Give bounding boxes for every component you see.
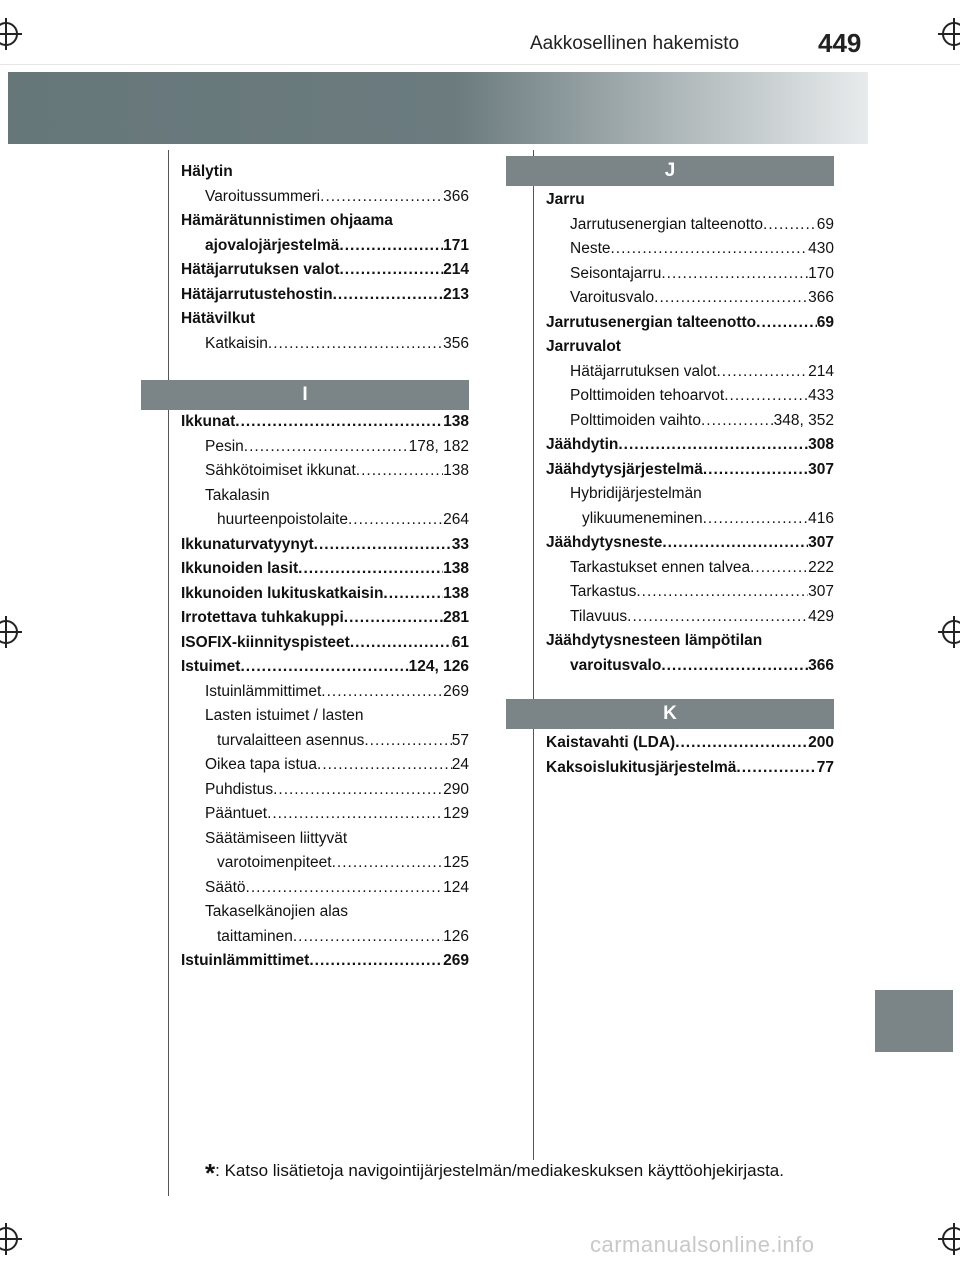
dot-leader <box>724 384 808 409</box>
index-entry-page: 124, 126 <box>408 658 469 675</box>
index-entry-page: 138 <box>443 413 469 430</box>
index-entry <box>181 160 469 185</box>
right-index-column-j <box>546 188 834 678</box>
dot-leader <box>333 283 444 308</box>
watermark: carmanualsonline.info <box>590 1232 815 1257</box>
dot-leader <box>314 533 452 558</box>
section-header-k: K <box>506 699 834 729</box>
index-entry <box>546 458 834 483</box>
index-entry-page: 69 <box>816 313 834 331</box>
index-entry-term: Istuinlämmittimet <box>181 952 310 969</box>
index-entry-term: Kaksoislukitusjärjestelmä <box>546 758 737 776</box>
index-entry-term: Puhdistus <box>205 780 274 798</box>
index-entry-term: Jarrutusenergian talteenotto <box>570 215 764 233</box>
dot-leader <box>750 556 808 581</box>
index-entry-page: 129 <box>443 805 469 822</box>
footnote <box>205 1158 784 1189</box>
center-column-divider <box>533 150 534 1160</box>
index-entry <box>546 580 834 605</box>
index-entry <box>181 631 469 656</box>
index-entry-term: Tilavuus <box>570 607 628 625</box>
index-entry <box>181 435 469 460</box>
index-entry-page: 138 <box>443 584 469 602</box>
index-entry-term: turvalaitteen asennus <box>217 731 365 749</box>
index-entry <box>181 655 469 680</box>
index-entry-term: Polttimoiden vaihto <box>570 411 701 429</box>
index-entry-term: Tarkastukset ennen talvea <box>570 558 751 576</box>
index-entry-page: 214 <box>808 362 834 380</box>
index-entry <box>181 410 469 435</box>
index-entry-page: 433 <box>808 387 834 404</box>
index-entry-term: Ikkunaturvatyynyt <box>181 535 314 553</box>
index-entry-term: Oikea tapa istua <box>205 756 318 773</box>
index-entry <box>181 185 469 210</box>
registration-mark-icon <box>942 22 960 46</box>
index-entry <box>546 531 834 556</box>
index-entry-page: 138 <box>443 560 469 577</box>
index-entry-term: taittaminen <box>217 927 293 945</box>
index-entry-term: ISOFIX-kiinnityspisteet <box>181 633 350 651</box>
index-entry-term: Varoitusvalo <box>570 289 655 306</box>
index-entry-term: ylikuumeneminen <box>582 509 703 527</box>
index-entry <box>546 731 834 756</box>
index-entry <box>181 332 469 357</box>
index-entry-term: Jarrutusenergian talteenotto <box>546 313 757 331</box>
index-entry <box>546 188 834 213</box>
index-entry-page: 24 <box>451 756 469 773</box>
index-entry-term: Takalasin <box>205 486 270 504</box>
dot-leader <box>268 332 443 357</box>
dot-leader <box>235 410 443 435</box>
index-entry-page: 57 <box>451 731 469 749</box>
index-entry-term: Säätö <box>205 878 246 896</box>
index-entry <box>181 209 469 234</box>
footnote-text: : Katso lisätietoja navigointijärjestelmän/mediakeskuksen käyttöohjekirjasta. <box>215 1161 784 1180</box>
index-entry-page: 416 <box>808 509 834 527</box>
index-entry-page: 429 <box>808 607 834 625</box>
index-entry <box>181 827 469 852</box>
dot-leader <box>320 185 443 210</box>
index-entry <box>181 753 469 778</box>
dot-leader <box>654 286 808 311</box>
index-entry <box>181 459 469 484</box>
index-entry-term: varotoimenpiteet <box>217 854 332 871</box>
index-entry-page: 264 <box>443 511 469 528</box>
index-entry <box>181 680 469 705</box>
index-entry <box>181 851 469 876</box>
index-entry-page: 125 <box>443 854 469 871</box>
left-index-column-i <box>181 410 469 974</box>
chapter-side-tab <box>875 990 953 1052</box>
index-entry <box>181 484 469 509</box>
index-entry <box>181 729 469 754</box>
index-entry-page: 124 <box>443 878 469 896</box>
dot-leader <box>344 606 443 631</box>
dot-leader <box>662 531 808 556</box>
index-entry <box>546 605 834 630</box>
index-entry-term: Sähkötoimiset ikkunat <box>205 462 356 479</box>
index-entry-page: 356 <box>443 334 469 352</box>
index-entry <box>181 949 469 974</box>
index-entry <box>546 556 834 581</box>
index-entry <box>181 606 469 631</box>
index-entry-term: Neste <box>570 240 611 257</box>
index-entry <box>546 756 834 781</box>
index-entry <box>546 409 834 434</box>
dot-leader <box>627 605 808 630</box>
index-entry-term: Jäähdytin <box>546 436 619 453</box>
dot-leader <box>636 580 808 605</box>
index-entry <box>546 384 834 409</box>
index-entry <box>181 900 469 925</box>
entry-list-h <box>181 160 469 356</box>
dot-leader <box>246 876 444 901</box>
index-entry-term: Hätävilkut <box>181 310 256 327</box>
index-entry-page: 214 <box>443 261 469 278</box>
header-title: Aakkosellinen hakemisto <box>530 33 740 54</box>
section-header-i: I <box>141 380 469 410</box>
dot-leader <box>350 631 452 656</box>
dot-leader <box>293 925 443 950</box>
index-entry-page: 69 <box>816 215 834 233</box>
dot-leader <box>244 435 409 460</box>
index-entry <box>546 311 834 336</box>
index-entry-term: ajovalojärjestelmä <box>205 236 340 254</box>
index-entry-term: varoitusvalo <box>570 656 662 674</box>
registration-mark-icon <box>0 620 18 644</box>
index-entry-page: 222 <box>808 558 834 576</box>
left-column-divider <box>168 150 169 1196</box>
index-entry <box>181 533 469 558</box>
entry-list-j <box>546 188 834 678</box>
index-entry-term: Ikkunoiden lukituskatkaisin <box>181 584 384 602</box>
dot-leader <box>340 258 444 283</box>
dot-leader <box>240 655 408 680</box>
index-entry-term: Hälytin <box>181 163 233 180</box>
index-entry-page: 366 <box>443 187 469 205</box>
index-entry-page: 269 <box>443 682 469 700</box>
dot-leader <box>298 557 443 582</box>
index-entry <box>181 704 469 729</box>
index-entry <box>181 234 469 259</box>
index-entry-term: Lasten istuimet / lasten <box>205 707 364 724</box>
page-number: 449 <box>818 28 862 58</box>
dot-leader <box>618 433 808 458</box>
index-entry-term: Seisontajarru <box>570 264 662 282</box>
dot-leader <box>701 409 774 434</box>
registration-mark-icon <box>942 1227 960 1251</box>
dot-leader <box>356 459 443 484</box>
index-entry-page: 366 <box>808 289 834 306</box>
index-entry <box>546 629 834 654</box>
index-entry-page: 200 <box>808 734 834 751</box>
index-entry-term: Istuinlämmittimet <box>205 682 322 700</box>
index-entry-term: Jäähdytysnesteen lämpötilan <box>546 632 763 649</box>
dot-leader <box>339 234 443 259</box>
index-entry-term: Jäähdytysjärjestelmä <box>546 460 703 478</box>
index-entry-term: Katkaisin <box>205 334 268 352</box>
index-entry-term: Jarru <box>546 191 585 208</box>
left-index-column <box>181 160 469 356</box>
dot-leader <box>756 311 817 336</box>
dot-leader <box>763 213 817 238</box>
index-entry <box>546 213 834 238</box>
index-entry <box>546 433 834 458</box>
dot-leader <box>611 237 809 262</box>
dot-leader <box>716 360 808 385</box>
index-entry-term: Hätäjarrutuksen valot <box>181 261 340 278</box>
index-entry-term: Hämärätunnistimen ohjaama <box>181 212 393 229</box>
index-entry-page: 307 <box>808 583 834 600</box>
index-entry-term: Ikkunoiden lasit <box>181 560 299 577</box>
index-entry-term: huurteenpoistolaite <box>217 511 348 528</box>
index-entry <box>546 237 834 262</box>
index-entry-term: Polttimoiden tehoarvot <box>570 387 725 404</box>
dot-leader <box>321 680 443 705</box>
dot-leader <box>736 756 816 781</box>
index-entry-term: Istuimet <box>181 658 241 675</box>
index-entry-page: 348, 352 <box>773 411 834 429</box>
index-entry-page: 308 <box>808 436 834 453</box>
dot-leader <box>348 508 443 533</box>
index-entry-page: 138 <box>443 462 469 479</box>
index-entry-term: Pääntuet <box>205 805 268 822</box>
index-entry-page: 126 <box>443 927 469 945</box>
dot-leader <box>703 507 809 532</box>
registration-mark-icon <box>942 620 960 644</box>
right-index-column-k <box>546 731 834 780</box>
index-entry-page: 213 <box>443 285 469 303</box>
index-entry <box>181 582 469 607</box>
index-entry <box>181 307 469 332</box>
index-entry <box>181 802 469 827</box>
registration-mark-icon <box>0 1227 18 1251</box>
index-entry <box>546 286 834 311</box>
index-entry <box>181 283 469 308</box>
index-entry-term: Hätäjarrutustehostin <box>181 285 333 303</box>
index-entry-term: Kaistavahti (LDA) <box>546 734 676 751</box>
index-entry-term: Irrotettava tuhkakuppi <box>181 609 344 626</box>
dot-leader <box>273 778 443 803</box>
section-header-j: J <box>506 156 834 186</box>
index-entry-page: 269 <box>443 952 469 969</box>
index-entry-term: Ikkunat <box>181 413 236 430</box>
index-entry-term: Takaselkänojien alas <box>205 903 349 920</box>
dot-leader <box>309 949 443 974</box>
dot-leader <box>364 729 451 754</box>
dot-leader <box>317 753 452 778</box>
index-entry <box>546 507 834 532</box>
index-entry <box>181 258 469 283</box>
index-entry-term: Pesin <box>205 437 244 455</box>
index-entry-page: 307 <box>808 460 834 478</box>
index-entry-page: 61 <box>451 633 469 651</box>
index-entry-page: 307 <box>808 534 834 551</box>
index-entry-page: 290 <box>443 780 469 798</box>
index-entry-term: Varoitussummeri <box>205 187 321 205</box>
index-entry-page: 170 <box>808 264 834 282</box>
dot-leader <box>332 851 444 876</box>
index-entry <box>546 335 834 360</box>
entry-list-i <box>181 410 469 974</box>
index-entry-term: Jäähdytysneste <box>546 534 663 551</box>
index-entry-page: 33 <box>451 535 469 553</box>
index-entry <box>181 876 469 901</box>
index-entry <box>546 360 834 385</box>
index-entry-term: Tarkastus <box>570 583 637 600</box>
header-banner <box>8 72 868 144</box>
index-entry-term: Hybridijärjestelmän <box>570 485 702 502</box>
index-entry <box>546 482 834 507</box>
dot-leader <box>383 582 443 607</box>
index-entry-page: 77 <box>816 758 834 776</box>
index-entry-term: Säätämiseen liittyvät <box>205 829 348 847</box>
index-entry-page: 281 <box>443 609 469 626</box>
footnote-asterisk: * <box>205 1158 216 1188</box>
dot-leader <box>661 262 808 287</box>
dot-leader <box>703 458 808 483</box>
index-entry-page: 430 <box>808 240 834 257</box>
index-entry-page: 171 <box>443 236 469 254</box>
index-entry-term: Hätäjarrutuksen valot <box>570 362 717 380</box>
entry-list-k <box>546 731 834 780</box>
dot-leader <box>267 802 443 827</box>
index-entry <box>181 557 469 582</box>
index-entry <box>546 654 834 679</box>
dot-leader <box>675 731 808 756</box>
dot-leader <box>661 654 808 679</box>
index-entry <box>181 925 469 950</box>
page-header <box>0 0 960 65</box>
index-entry-page: 178, 182 <box>408 437 469 455</box>
index-entry <box>181 508 469 533</box>
index-entry-page: 366 <box>808 656 834 674</box>
index-entry <box>181 778 469 803</box>
index-entry <box>546 262 834 287</box>
index-entry-term: Jarruvalot <box>546 338 621 355</box>
